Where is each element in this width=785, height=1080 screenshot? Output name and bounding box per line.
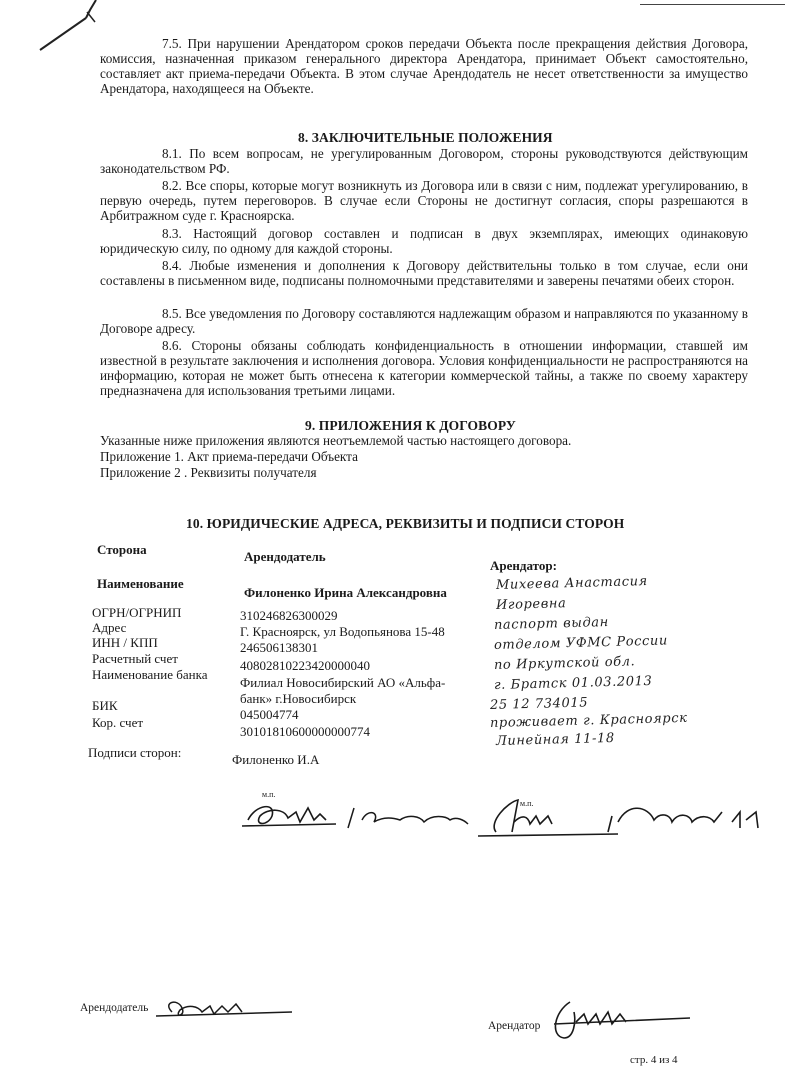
stamp-label: м.п. bbox=[262, 790, 276, 799]
lessor-label: Арендодатель bbox=[244, 549, 326, 564]
section-10-title: 10. ЮРИДИЧЕСКИЕ АДРЕСА, РЕКВИЗИТЫ И ПОДПИСИ СТОРОН bbox=[186, 516, 625, 531]
handwritten-line: проживает г. Красноярск bbox=[489, 710, 688, 731]
handwritten-line: Игоревна bbox=[495, 596, 567, 613]
handwritten-line: отделом УФМС России bbox=[493, 633, 669, 653]
appendix-item: Приложение 1. Акт приема-передачи Объекта bbox=[100, 449, 358, 464]
clause-8-6: 8.6. Стороны обязаны соблюдать конфиденциальность в отношении информации, ставшей им известной в результате заключения и исполнения договора. Условия конфиденциальности не распространяются на информацию, которая не может быть отнесена к категории коммерческой тайны, а также по своему характеру предназначена для использования третьими лицами. bbox=[100, 338, 748, 398]
handwritten-line: г. Братск 01.03.2013 bbox=[493, 673, 653, 693]
footer-lessee-label: Арендатор bbox=[488, 1020, 541, 1032]
ogrn-label: ОГРН/ОГРНИП bbox=[92, 605, 182, 620]
handwritten-line: Михеева Анастасия bbox=[495, 574, 648, 593]
stamp-label: м.п. bbox=[520, 799, 534, 808]
clause-7-5: 7.5. При нарушении Арендатором сроков передачи Объекта после прекращения действия Договора, комиссия, назначенная приказом генерального директора Арендатора, принимает Объект самостоятельно, составляет акт приема-передачи Объекта. В этом случае Арендодатель не несет ответственности за имущество Арендатора, находящееся на Объекте. bbox=[100, 36, 748, 96]
inn-value: 246506138301 bbox=[240, 640, 318, 655]
section-9-title: 9. ПРИЛОЖЕНИЯ К ДОГОВОРУ bbox=[305, 418, 516, 433]
lessor-signer: Филоненко И.А bbox=[232, 752, 320, 767]
section-8-title: 8. ЗАКЛЮЧИТЕЛЬНЫЕ ПОЛОЖЕНИЯ bbox=[298, 130, 553, 145]
footer-lessor-signature bbox=[152, 994, 302, 1024]
appendix-intro: Указанные ниже приложения являются неотъемлемой частью настоящего договора. bbox=[100, 433, 572, 448]
clause-8-1: 8.1. По всем вопросам, не урегулированным Договором, стороны руководствуются действующим законодательством РФ. bbox=[100, 146, 748, 176]
bank-value-cont: банк» г.Новосибирск bbox=[240, 691, 357, 706]
bik-label: БИК bbox=[92, 698, 118, 713]
clause-8-3: 8.3. Настоящий договор составлен и подписан в двух экземплярах, имеющих одинаковую юридическую силу, по одному для каждой стороны. bbox=[100, 226, 748, 256]
name-label: Наименование bbox=[97, 576, 184, 591]
address-value: Г. Красноярск, ул Водопьянова 15-48 bbox=[240, 624, 445, 639]
account-label: Расчетный счет bbox=[92, 651, 178, 666]
inn-label: ИНН / КПП bbox=[92, 635, 158, 650]
ogrn-value: 310246826300029 bbox=[240, 608, 338, 623]
bik-value: 045004774 bbox=[240, 707, 299, 722]
address-label: Адрес bbox=[92, 620, 127, 635]
page-number: стр. 4 из 4 bbox=[630, 1054, 678, 1066]
lessor-name: Филоненко Ирина Александровна bbox=[244, 585, 447, 600]
account-value: 40802810223420000040 bbox=[240, 658, 370, 673]
clause-8-5: 8.5. Все уведомления по Договору составляются надлежащим образом и направляются по указанному в Договоре адресу. bbox=[100, 306, 748, 336]
side-label: Сторона bbox=[97, 542, 147, 557]
handwritten-line: 25 12 734015 bbox=[489, 695, 589, 713]
handwritten-line: паспорт выдан bbox=[493, 614, 610, 633]
lessor-signature bbox=[236, 790, 481, 840]
lessee-signature bbox=[478, 792, 778, 847]
handwritten-line: по Иркутской обл. bbox=[493, 654, 636, 673]
bank-value: Филиал Новосибирский АО «Альфа- bbox=[240, 675, 446, 690]
bank-label: Наименование банка bbox=[92, 667, 208, 682]
corr-account-value: 30101810600000000774 bbox=[240, 724, 370, 739]
footer-lessor-label: Арендодатель bbox=[80, 1002, 149, 1014]
top-rule bbox=[640, 4, 785, 5]
clause-8-4: 8.4. Любые изменения и дополнения к Договору действительны только в том случае, если они составлены в письменном виде, подписаны полномочными представителями и заверены печатями обеих сторон. bbox=[100, 258, 748, 288]
signatures-label: Подписи сторон: bbox=[88, 745, 182, 760]
corr-account-label: Кор. счет bbox=[92, 715, 144, 730]
appendix-item: Приложение 2 . Реквизиты получателя bbox=[100, 465, 317, 480]
handwritten-line: Линейная 11-18 bbox=[495, 730, 615, 749]
footer-lessee-signature bbox=[540, 992, 700, 1047]
clause-8-2: 8.2. Все споры, которые могут возникнуть из Договора или в связи с ним, подлежат урегулированию, в первую очередь, путем переговоров. В случае если Стороны не достигнут согласия, споры разрешаются в Арбитражном суде г. Красноярска. bbox=[100, 178, 748, 223]
lessee-label: Арендатор: bbox=[490, 558, 557, 573]
